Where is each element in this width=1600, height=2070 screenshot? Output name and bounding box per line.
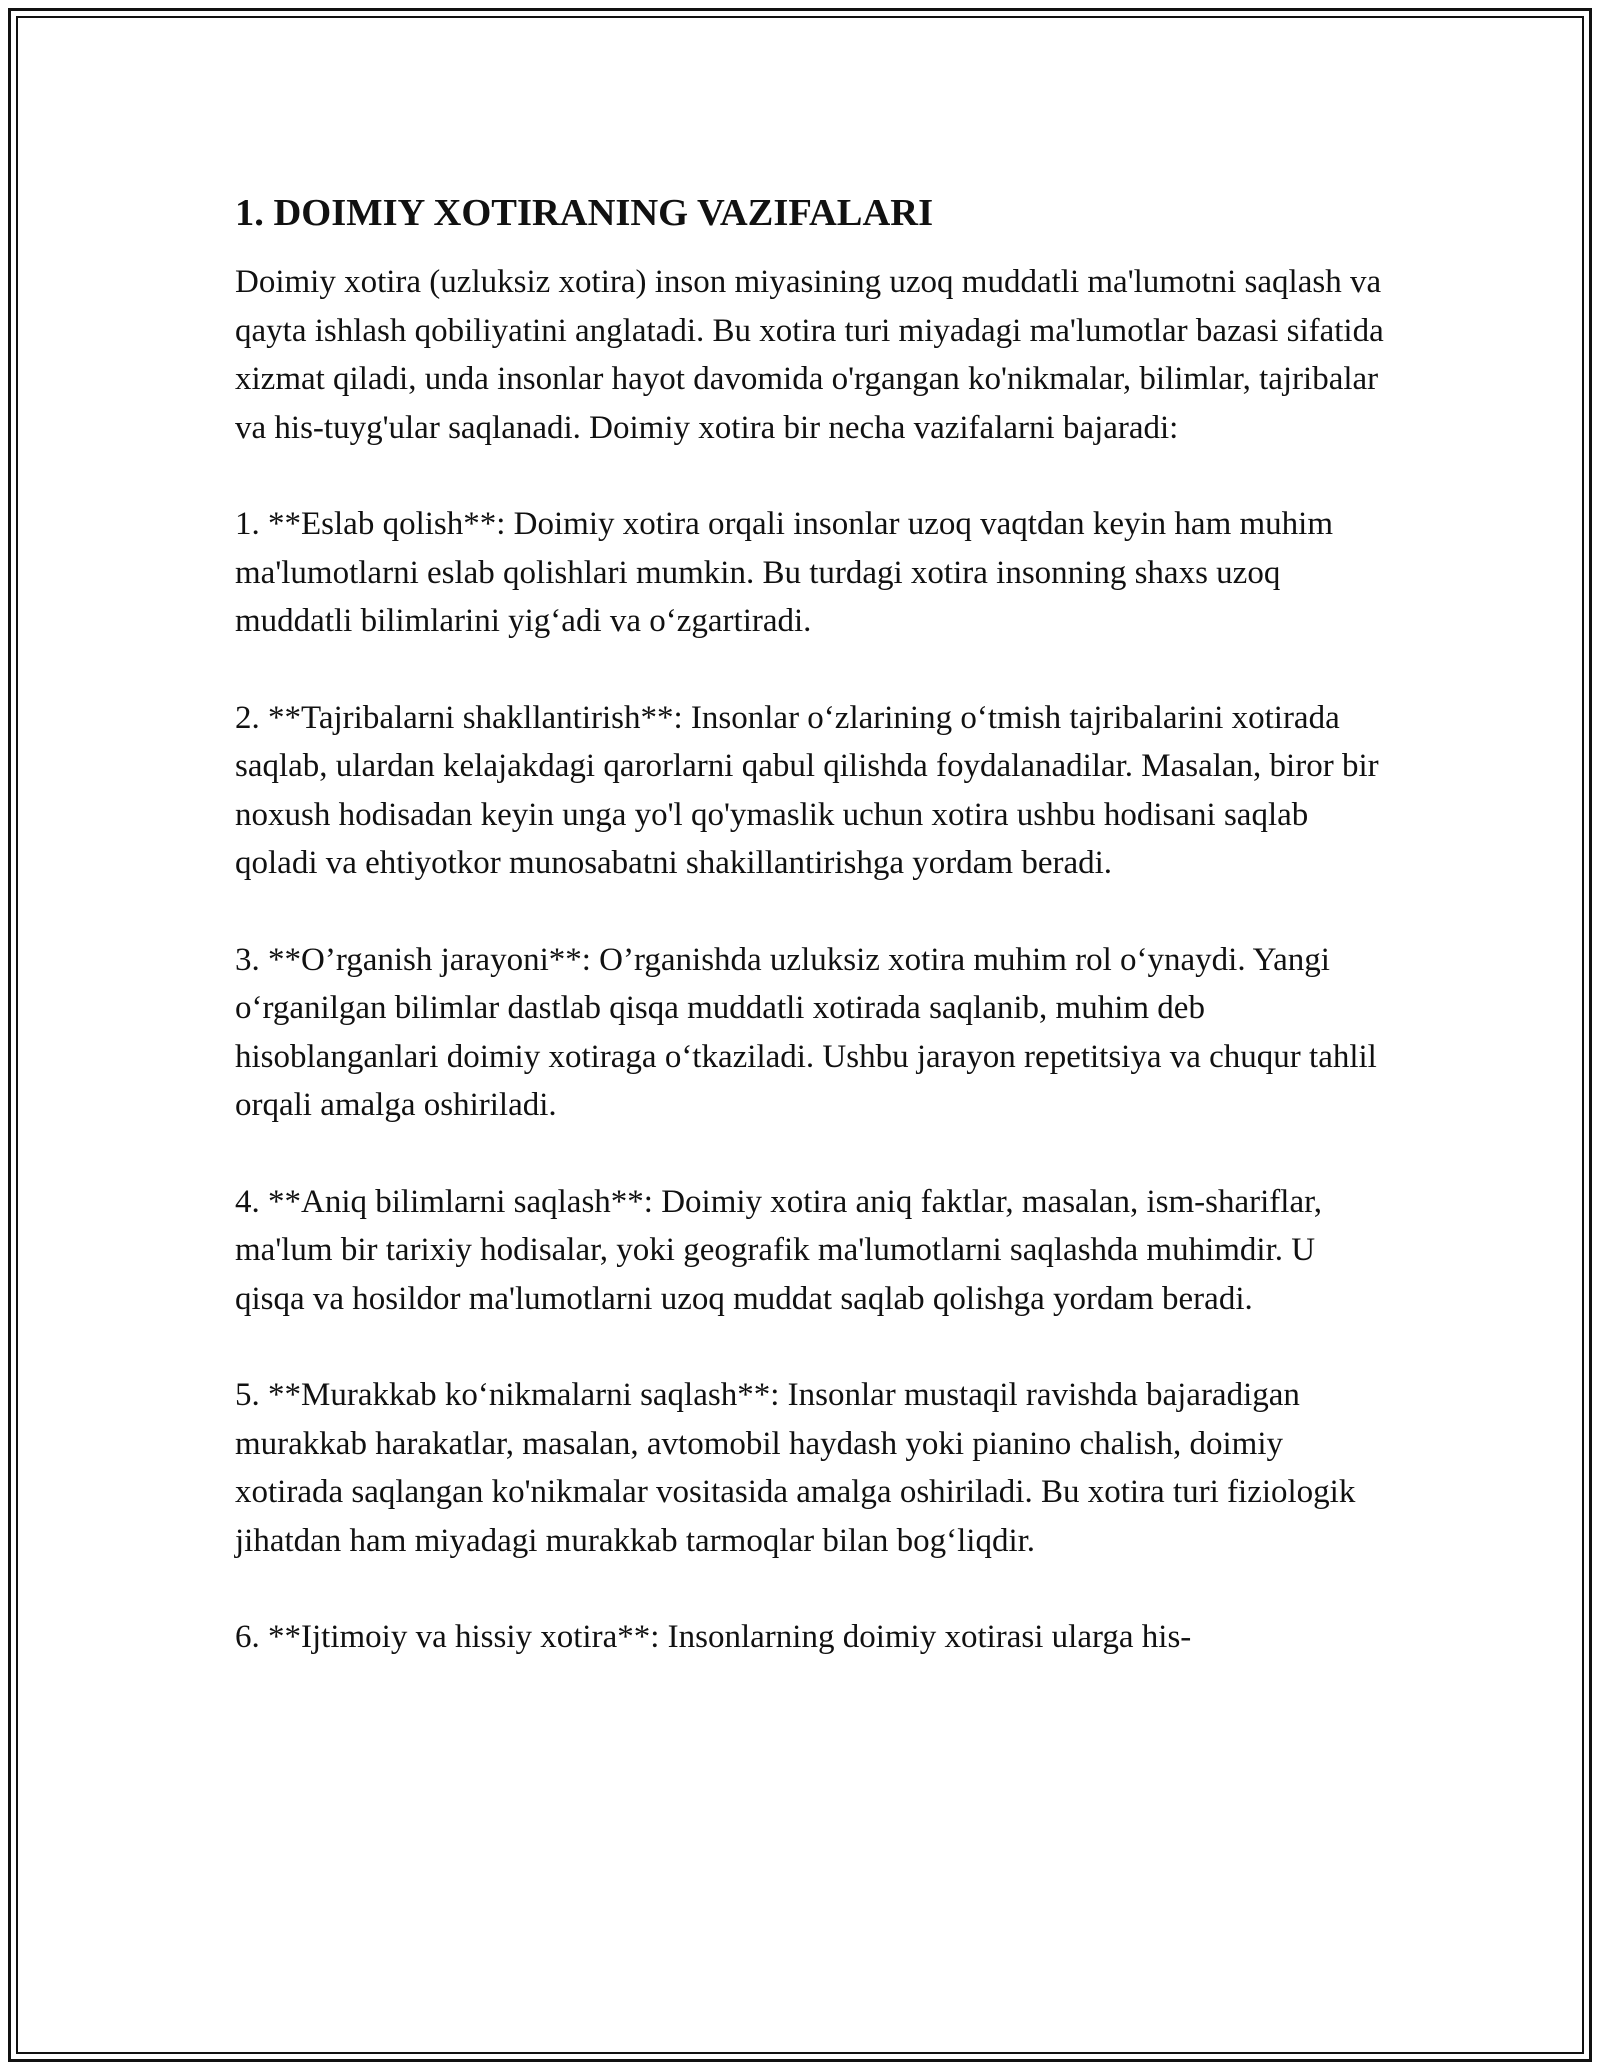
list-item-2: 2. **Tajribalarni shakllantirish**: Insonlar o‘zlarining o‘tmish tajribalarini xotirada saqlab, ulardan kelajakdagi qarorlarni qabul qilishda foydalanadilar. Masalan, biror bir noxush hodisadan keyin unga yo'l qo'ymaslik uchun xotira ushbu hodisani saqlab qoladi va ehtiyotkor munosabatni shakillantirishga yordam beradi. <box>235 699 1379 881</box>
list-item-4: 4. **Aniq bilimlarni saqlash**: Doimiy xotira aniq faktlar, masalan, ism-shariflar, ma'lum bir tarixiy hodisalar, yoki geografik ma'lumotlarni saqlashda muhimdir. U qisqa va hosildor ma'lumotlarni uzoq muddat saqlab qolishga yordam beradi. <box>235 1183 1323 1317</box>
list-item-3: 3. **O’rganish jarayoni**: O’rganishda uzluksiz xotira muhim rol o‘ynaydi. Yangi o‘rganilgan bilimlar dastlab qisqa muddatli xotirada saqlanib, muhim deb hisoblanganlari doimiy xotiraga o‘tkaziladi. Ushbu jarayon repetitsiya va chuqur tahlil orqali amalga oshiriladi. <box>235 941 1377 1123</box>
list-item-5: 5. **Murakkab ko‘nikmalarni saqlash**: Insonlar mustaqil ravishda bajaradigan murakkab harakatlar, masalan, avtomobil haydash yoki pianino chalish, doimiy xotirada saqlangan ko'nikmalar vositasida amalga oshiriladi. Bu xotira turi fiziologik jihatdan ham miyadagi murakkab tarmoqlar bilan bog‘liqdir. <box>235 1377 1356 1559</box>
intro-paragraph: Doimiy xotira (uzluksiz xotira) inson miyasining uzoq muddatli ma'lumotni saqlash va qayta ishlash qobiliyatini anglatadi. Bu xotira turi miyadagi ma'lumotlar bazasi sifatida xizmat qiladi, unda insonlar hayot davomida o'rgangan ko'nikmalar, bilimlar, tajribalar va his-tuyg'ular saqlanadi. Doimiy xotira bir necha vazifalarni bajaradi: <box>235 264 1384 446</box>
document-body <box>235 186 1385 1710</box>
list-item-6: 6. **Ijtimoiy va hissiy xotira**: Insonlarning doimiy xotirasi ularga his- <box>235 1619 1192 1655</box>
section-title: 1. DOIMIY XOTIRANING VAZIFALARI <box>235 192 934 234</box>
list-item-1: 1. **Eslab qolish**: Doimiy xotira orqali insonlar uzoq vaqtdan keyin ham muhim ma'lumotlarni eslab qolishlari mumkin. Bu turdagi xotira insonning shaxs uzoq muddatli bilimlarini yig‘adi va o‘zgartiradi. <box>235 506 1334 639</box>
